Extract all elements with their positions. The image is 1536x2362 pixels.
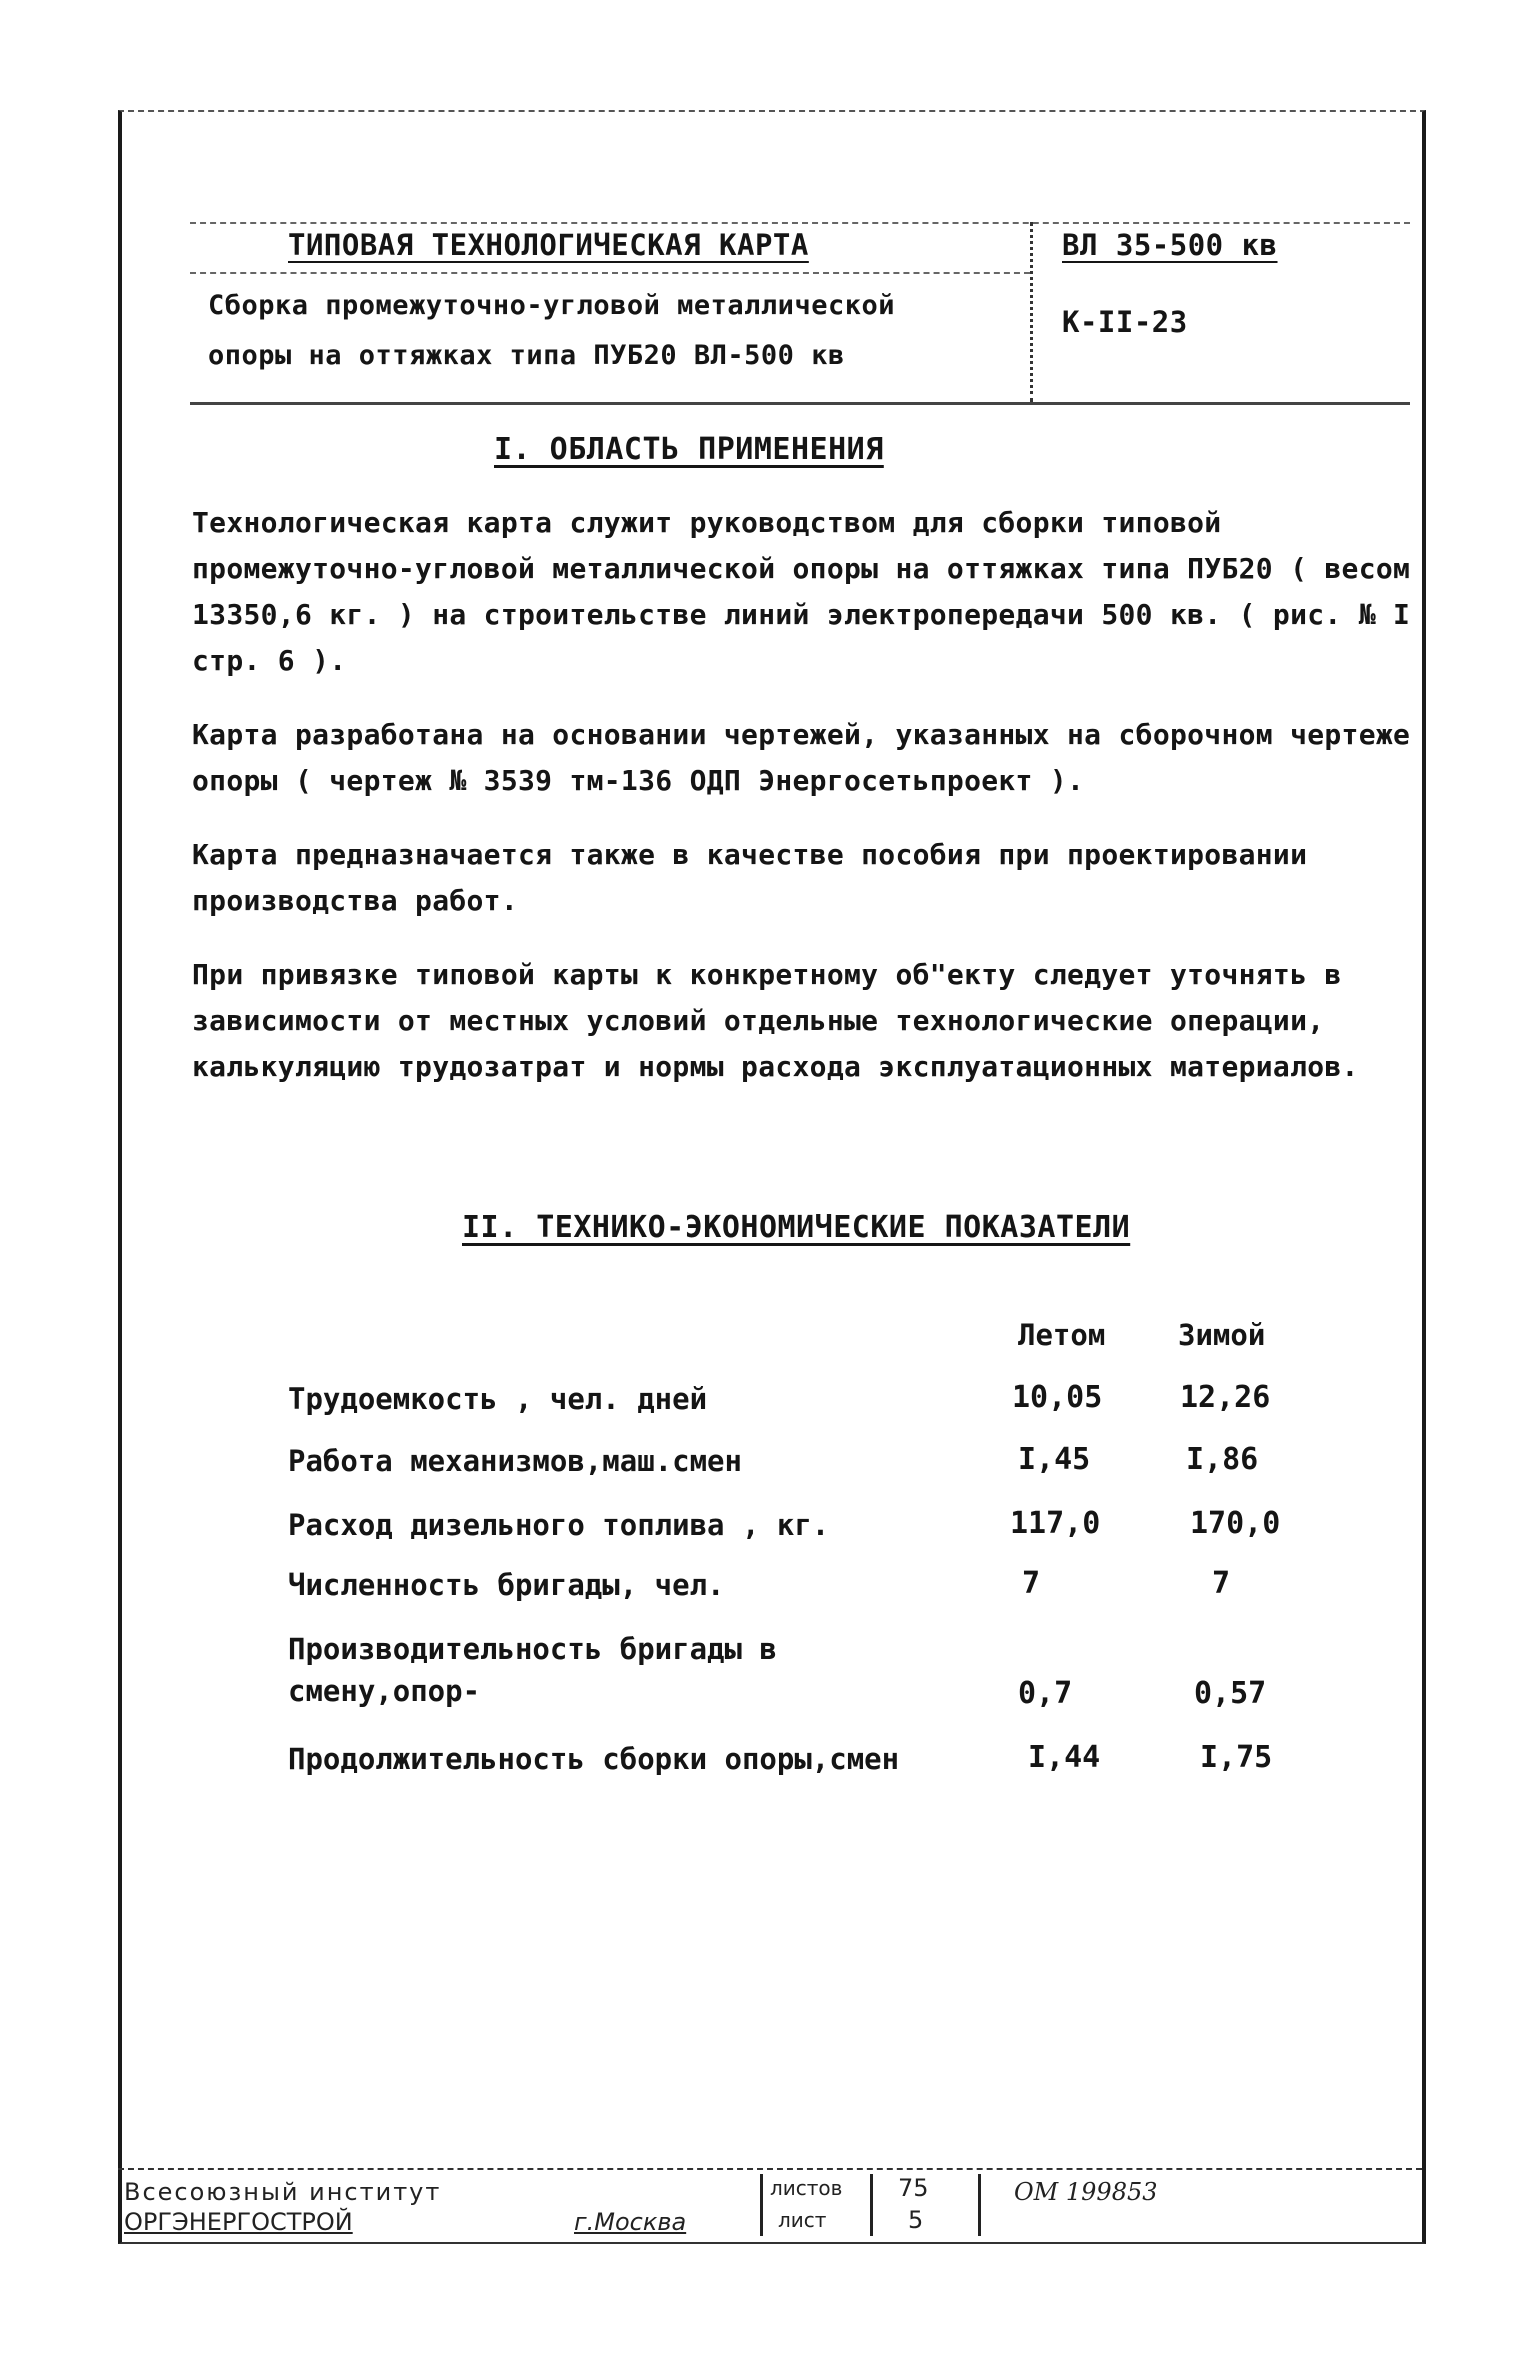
indicator-summer-duration: I,44 (1028, 1740, 1101, 1775)
indicator-summer-labor: 10,05 (1012, 1380, 1103, 1415)
title-block-stamp (118, 2168, 1422, 2240)
section1-paragraph-1: Технологическая карта служит руководством для сборки типовой промежуточно-угловой металлической опоры на оттяжках типа ПУБ20 ( весом 13350,6 кг. ) на строительстве линий электропередачи 500 кв. ( рис. № I стр. 6 ). (192, 506, 1411, 677)
indicator-winter-productivity: 0,57 (1194, 1676, 1267, 1711)
subject-line-2: опоры на оттяжках типа ПУБ20 ВЛ-500 кв (208, 340, 845, 371)
section1-paragraph-4: При привязке типовой карты к конкретному об"екту следует уточнять в зависимости от местных условий отдельные технологические операции, калькуляцию трудозатрат и нормы расхода эксплуатационных материалов. (192, 958, 1359, 1083)
indicator-label-machinery: Работа механизмов,маш.смен (288, 1444, 742, 1478)
indicator-label-labor: Трудоемкость , чел. дней (288, 1382, 708, 1416)
label-sheet-number: лист (778, 2208, 827, 2232)
header-top-rule (190, 222, 1410, 224)
header-bottom-rule (190, 402, 1410, 405)
document-number: ОМ 199853 (1014, 2178, 1158, 2206)
indicator-summer-productivity: 0,7 (1018, 1676, 1073, 1711)
section2-title: II. ТЕХНИКО-ЭКОНОМИЧЕСКИЕ ПОКАЗАТЕЛИ (462, 1210, 1131, 1245)
section1-paragraph-3: Карта предназначается также в качестве пособия при проектировании производства работ. (192, 838, 1308, 917)
section1-title: I. ОБЛАСТЬ ПРИМЕНЕНИЯ (494, 432, 884, 467)
section1-body (192, 500, 1422, 1090)
indicator-summer-machinery: I,45 (1018, 1442, 1091, 1477)
indicator-summer-crew: 7 (1022, 1566, 1041, 1601)
sheets-total-value: 75 (898, 2174, 929, 2202)
indicator-winter-labor: 12,26 (1180, 1380, 1271, 1415)
subject-line-1: Сборка промежуточно-угловой металлической (208, 290, 895, 321)
page-frame (118, 110, 1426, 2244)
organization-name: Всесоюзный институт (124, 2178, 442, 2206)
indicator-label-fuel: Расход дизельного топлива , кг. (288, 1508, 830, 1542)
header-divider (1030, 222, 1033, 402)
card-number: К-II-23 (1062, 305, 1188, 339)
sheet-number-value: 5 (908, 2206, 924, 2234)
card-title: ТИПОВАЯ ТЕХНОЛОГИЧЕСКАЯ КАРТА (288, 228, 809, 262)
indicator-winter-fuel: 170,0 (1190, 1506, 1281, 1541)
document-code: ВЛ 35-500 кв (1062, 228, 1278, 262)
city-label: г.Москва (574, 2208, 687, 2236)
indicator-label-crew: Численность бригады, чел. (288, 1568, 725, 1602)
indicator-label-duration: Продолжительность сборки опоры,смен (288, 1742, 900, 1776)
section1-paragraph-2: Карта разработана на основании чертежей, указанных на сборочном чертеже опоры ( чертеж № 3539 тм-136 ОДП Энергосетьпроект ). (192, 718, 1411, 797)
stamp-divider-1 (760, 2174, 763, 2236)
indicator-summer-fuel: 117,0 (1010, 1506, 1101, 1541)
indicator-winter-crew: 7 (1212, 1566, 1231, 1601)
organization-short-name: ОРГЭНЕРГОСТРОЙ (124, 2208, 353, 2236)
column-header-winter: Зимой (1178, 1318, 1266, 1352)
column-header-summer: Летом (1018, 1318, 1106, 1352)
indicator-winter-machinery: I,86 (1186, 1442, 1259, 1477)
indicator-winter-duration: I,75 (1200, 1740, 1273, 1775)
stamp-divider-2 (870, 2174, 873, 2236)
label-sheets-total: листов (770, 2176, 843, 2200)
stamp-divider-3 (978, 2174, 981, 2236)
header-title-rule (190, 272, 1030, 274)
indicator-label-productivity: Производительность бригады в смену,опор- (288, 1632, 777, 1708)
